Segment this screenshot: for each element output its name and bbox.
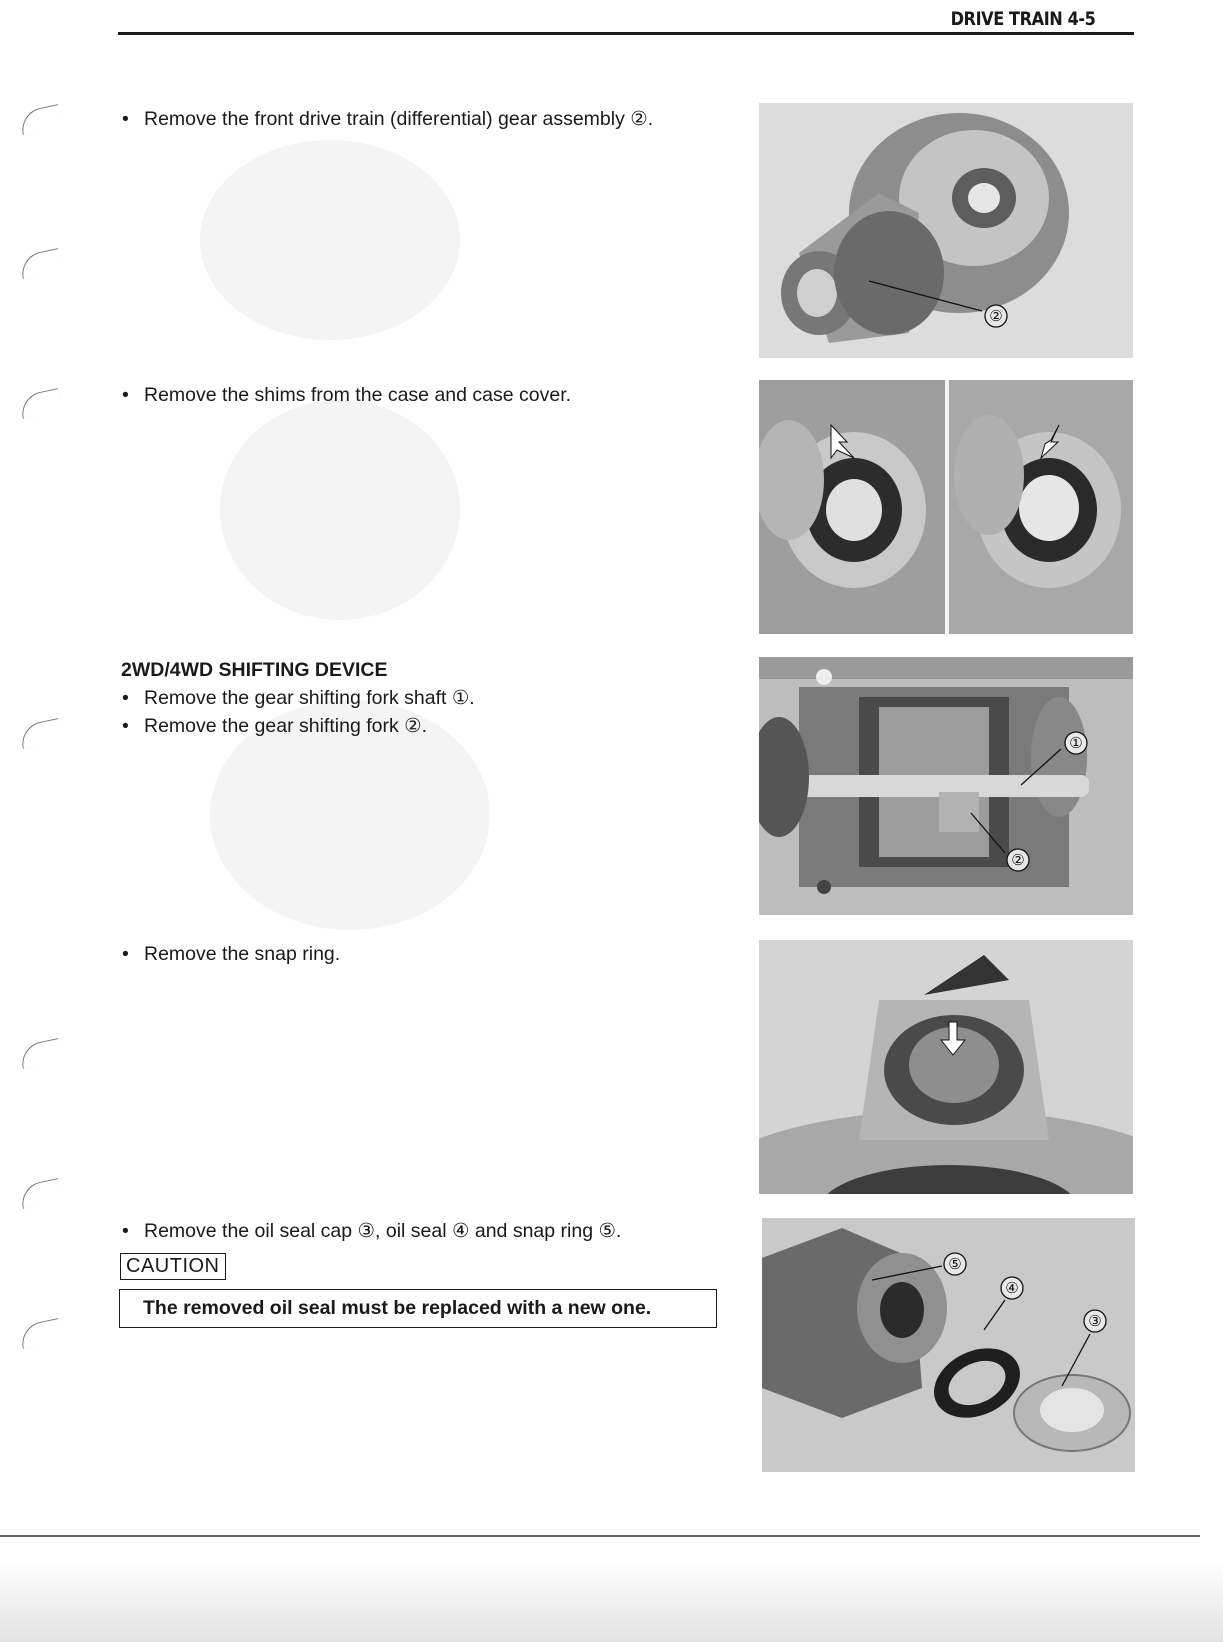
photo-shifting-fork	[759, 657, 1133, 915]
instruction-step	[122, 713, 427, 739]
step-text: Remove the snap ring.	[144, 943, 341, 965]
bullet: •	[122, 1220, 129, 1242]
binder-mark	[18, 388, 63, 419]
bullet: •	[122, 715, 129, 737]
header-rule	[118, 32, 1134, 35]
binder-mark	[18, 104, 63, 135]
bullet: •	[122, 943, 129, 965]
section-heading: 2WD/4WD SHIFTING DEVICE	[121, 659, 388, 681]
callout-label: ③	[1088, 1312, 1102, 1330]
binder-mark	[18, 248, 63, 279]
bullet: •	[122, 108, 129, 130]
binder-mark	[18, 718, 63, 749]
bullet: •	[122, 687, 129, 709]
page-bottom-edge	[0, 1535, 1200, 1537]
instruction-step	[122, 106, 653, 132]
step-text: Remove the shims from the case and case cover.	[144, 384, 572, 406]
photo-gear-assembly	[759, 103, 1133, 358]
callout-label: ②	[1011, 851, 1025, 869]
binder-mark	[18, 1178, 63, 1209]
instruction-step	[122, 941, 340, 967]
scan-shadow	[0, 1560, 1223, 1642]
binder-mark	[18, 1318, 63, 1349]
step-text: Remove the oil seal cap ③, oil seal ④ and snap ring ⑤.	[144, 1220, 622, 1242]
step-text: Remove the gear shifting fork shaft ①.	[144, 687, 475, 709]
step-text: Remove the front drive train (differential) gear assembly ②.	[144, 108, 654, 130]
photo-shims	[759, 380, 1133, 634]
show-through-shadow	[220, 400, 460, 620]
instruction-step	[122, 382, 571, 408]
caution-box	[119, 1289, 717, 1328]
bullet: •	[122, 384, 129, 406]
callout-label: ①	[1069, 734, 1083, 752]
photo-snap-ring	[759, 940, 1133, 1194]
callout-label: ④	[1005, 1279, 1019, 1297]
photo-oil-seal	[762, 1218, 1135, 1472]
instruction-step	[122, 685, 475, 711]
show-through-shadow	[200, 140, 460, 340]
callout-label: ⑤	[948, 1255, 962, 1273]
caution-label: CAUTION	[120, 1253, 226, 1280]
callout-label: ②	[989, 307, 1003, 325]
binder-mark	[18, 1038, 63, 1069]
caution-text: The removed oil seal must be replaced with a new one.	[143, 1297, 652, 1319]
page-header-title: DRIVE TRAIN 4-5	[950, 8, 1095, 30]
instruction-step	[122, 1218, 621, 1244]
step-text: Remove the gear shifting fork ②.	[144, 715, 428, 737]
